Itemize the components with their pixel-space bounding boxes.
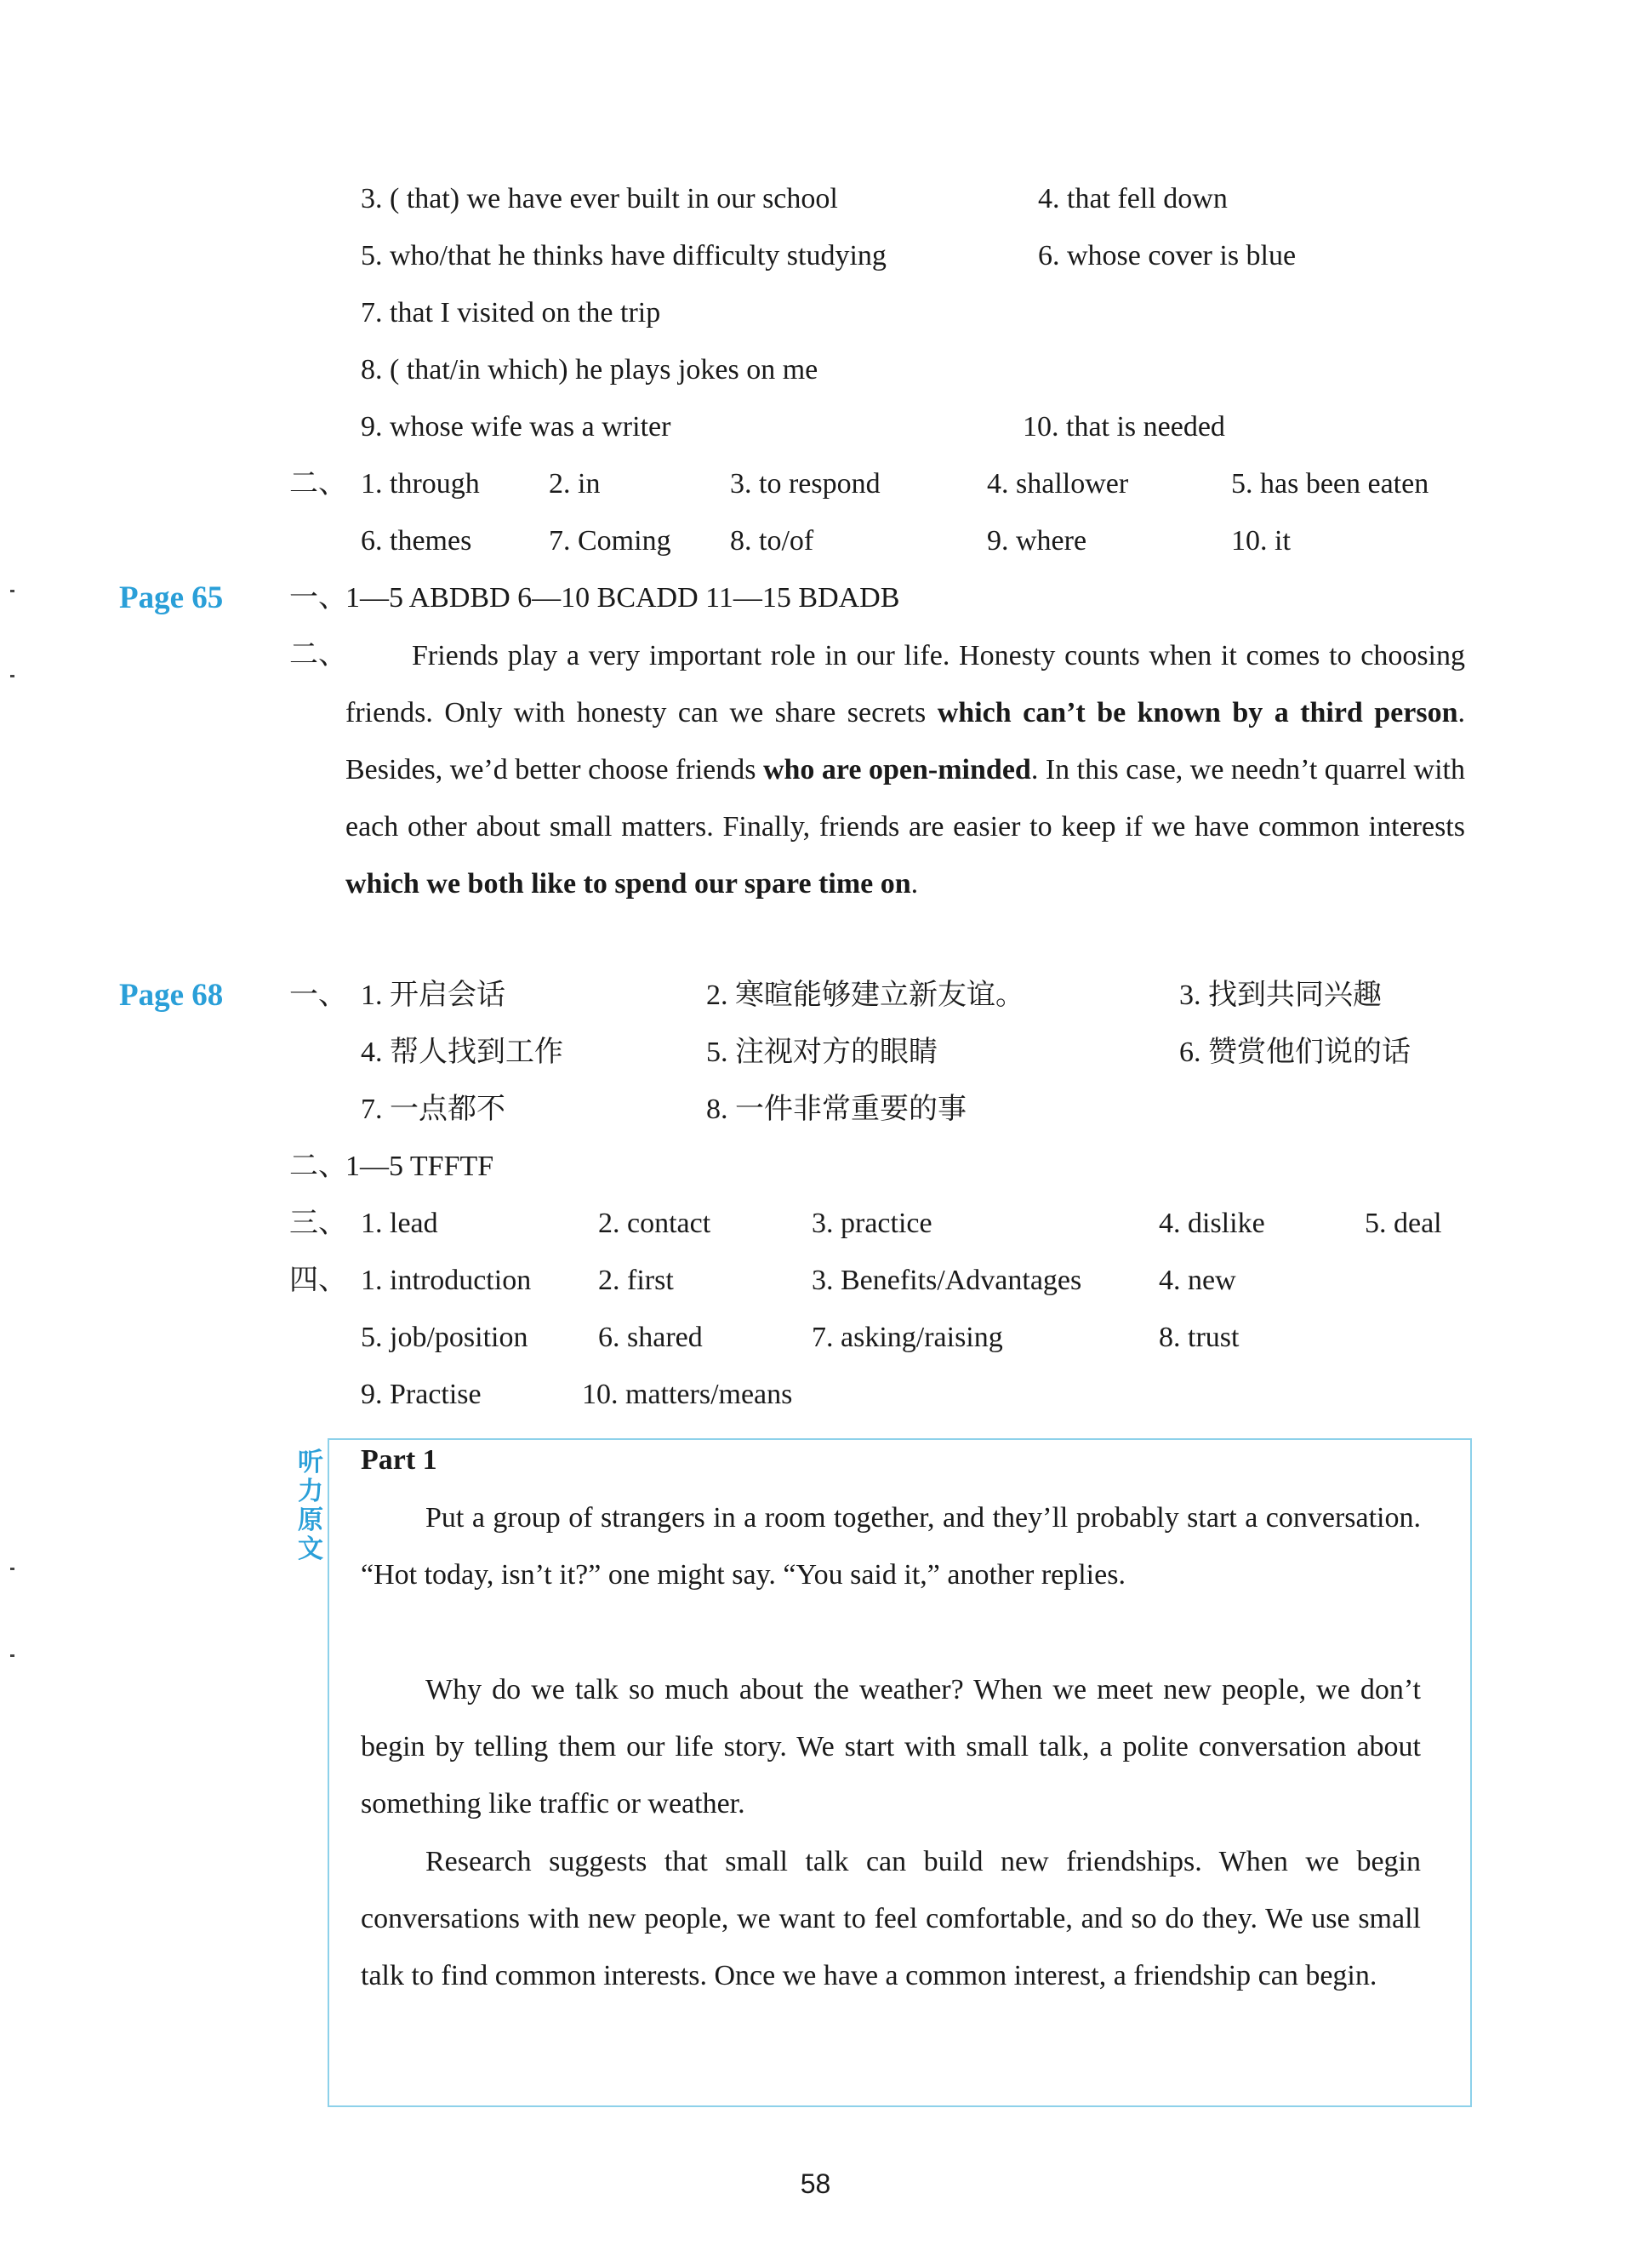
- answer-key: 1—5 TFFTF: [345, 1151, 494, 1182]
- scan-mark: [10, 675, 14, 677]
- answer-item: 8. ( that/in which) he plays jokes on me: [361, 354, 818, 386]
- section-label: 二、: [289, 1151, 347, 1182]
- answer-item: 10. matters/means: [582, 1379, 793, 1410]
- section-label: 一、: [289, 582, 347, 614]
- answer-item: 8. trust: [1159, 1322, 1240, 1353]
- answer-item: 6. shared: [598, 1322, 703, 1353]
- answer-item: 3. practice: [812, 1208, 932, 1239]
- answer-item: 9. Practise: [361, 1379, 482, 1410]
- section-label: 三、: [289, 1208, 347, 1239]
- answer-item: 1. lead: [361, 1208, 438, 1239]
- essay-bold-segment: which we both like to spend our spare time on: [345, 868, 911, 900]
- answer-item: 1. introduction: [361, 1265, 532, 1296]
- essay-segment: .: [910, 868, 919, 900]
- answer-item: 7. Coming: [549, 525, 671, 557]
- answer-item: 3. ( that) we have ever built in our school: [361, 183, 838, 214]
- answer-item: 10. that is needed: [1023, 411, 1225, 443]
- answer-item: 2. contact: [598, 1208, 711, 1239]
- answer-item: 5. deal: [1365, 1208, 1442, 1239]
- answer-item: 2. 寒暄能够建立新友谊。: [706, 980, 1024, 1011]
- answer-item: 9. where: [987, 525, 1087, 557]
- essay-segment: . In this case, we needn’t quarrel with each other about small matters. Finally, friends are easier to keep if we have common interests: [345, 754, 1465, 843]
- scan-mark: [10, 590, 14, 592]
- page-65-label: Page 65: [119, 580, 224, 615]
- answer-item: 4. new: [1159, 1265, 1236, 1296]
- page-68-label: Page 68: [119, 978, 224, 1013]
- answer-item: 7. that I visited on the trip: [361, 297, 661, 328]
- scan-mark: [10, 1568, 14, 1570]
- part-heading: Part 1: [361, 1444, 437, 1476]
- tag-char: 听: [298, 1448, 323, 1477]
- answer-item: 3. Benefits/Advantages: [812, 1265, 1082, 1296]
- essay-segment: Friends play a very important role in our life. Honesty counts when it comes to choosing friends. Only with honesty can we share secrets: [345, 640, 1465, 728]
- answer-item: 7. asking/raising: [812, 1322, 1003, 1353]
- section-label: 四、: [289, 1265, 347, 1296]
- scan-mark: [10, 1654, 14, 1657]
- section-label: 二、: [289, 468, 347, 500]
- answer-item: 8. to/of: [730, 525, 814, 557]
- answer-key: 1—5 ABDBD 6—10 BCADD 11—15 BDADB: [345, 582, 900, 614]
- answer-item: 1. through: [361, 468, 480, 500]
- answer-item: 10. it: [1231, 525, 1291, 557]
- answer-item: 8. 一件非常重要的事: [706, 1094, 967, 1125]
- answer-item: 3. to respond: [730, 468, 881, 500]
- essay-segment: . Besides, we’d better choose friends: [345, 697, 1466, 786]
- answer-item: 6. themes: [361, 525, 472, 557]
- answer-item: 4. 帮人找到工作: [361, 1037, 563, 1068]
- essay-paragraph: [345, 627, 1465, 912]
- answer-item: 1. 开启会话: [361, 980, 505, 1011]
- tag-char: 原: [298, 1505, 323, 1535]
- answer-item: 2. in: [549, 468, 601, 500]
- answer-item: 7. 一点都不: [361, 1094, 505, 1125]
- listening-transcript-tag: [296, 1448, 325, 1564]
- answer-item: 9. whose wife was a writer: [361, 411, 671, 443]
- answer-item: 5. 注视对方的眼睛: [706, 1037, 938, 1068]
- transcript-paragraph: Put a group of strangers in a room together, and they’ll probably start a conversation. “Hot today, isn’t it?” one might say. “You said it,” another replies.: [361, 1502, 1421, 1591]
- answer-item: 6. whose cover is blue: [1038, 240, 1297, 271]
- transcript-paragraph: Research suggests that small talk can build new friendships. When we begin conversations with new people, we want to feel comfortable, and so do they. We use small talk to find common interests. Once we have a common interest, a friendship can begin.: [361, 1846, 1421, 1991]
- answer-item: 5. job/position: [361, 1322, 528, 1353]
- section-label: 一、: [289, 980, 347, 1011]
- answer-item: 6. 赞赏他们说的话: [1179, 1037, 1411, 1068]
- tag-char: 力: [298, 1477, 323, 1506]
- essay-bold-segment: which can’t be known by a third person: [937, 697, 1458, 728]
- section-label: 二、: [289, 639, 347, 671]
- page-number: 58: [800, 2168, 831, 2199]
- answer-item: 2. first: [598, 1265, 674, 1296]
- answer-item: 5. who/that he thinks have difficulty studying: [361, 240, 887, 271]
- answer-item: 4. shallower: [987, 468, 1129, 500]
- transcript-paragraph: Why do we talk so much about the weather? When we meet new people, we don’t begin by telling them our life story. We start with small talk, a polite conversation about something like traffic or weather.: [361, 1674, 1421, 1820]
- essay-bold-segment: who are open-minded: [762, 754, 1031, 786]
- tag-char: 文: [298, 1534, 323, 1564]
- answer-item: 3. 找到共同兴趣: [1179, 980, 1382, 1011]
- answer-item: 4. dislike: [1159, 1208, 1265, 1239]
- answer-item: 5. has been eaten: [1231, 468, 1429, 500]
- answer-item: 4. that fell down: [1038, 183, 1228, 214]
